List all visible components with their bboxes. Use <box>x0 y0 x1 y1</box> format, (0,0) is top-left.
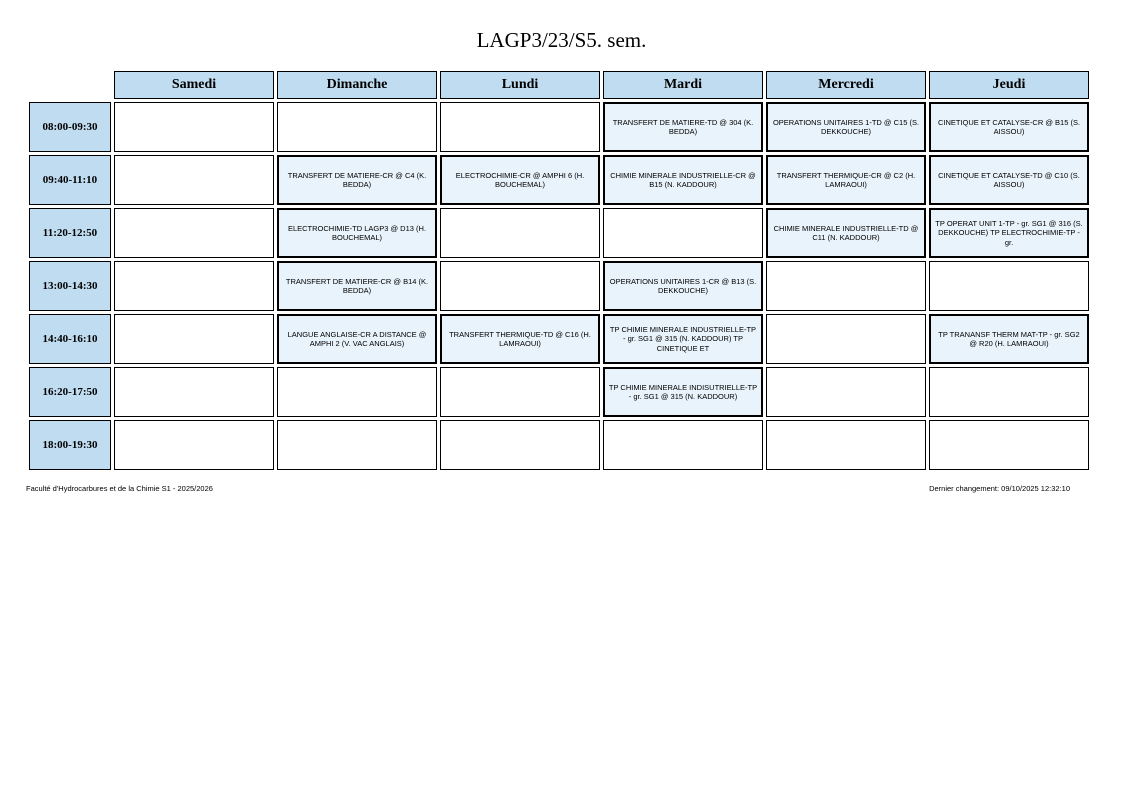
table-header-row <box>29 71 1089 99</box>
slot-cell <box>277 261 437 311</box>
event-block: ELECTROCHIMIE-TD LAGP3 @ D13 (H. BOUCHEMAL) <box>278 209 436 257</box>
slot-cell <box>766 261 926 311</box>
slot-cell <box>603 314 763 364</box>
page-title: LAGP3/23/S5. sem. <box>476 28 647 52</box>
time-label: 13:00-14:30 <box>29 261 111 311</box>
slot-cell <box>603 420 763 470</box>
slot-cell <box>277 420 437 470</box>
event-block <box>115 209 273 257</box>
time-label: 09:40-11:10 <box>29 155 111 205</box>
slot-cell <box>440 102 600 152</box>
day-header-jeudi: Jeudi <box>929 71 1089 99</box>
event-block <box>441 368 599 416</box>
time-label: 18:00-19:30 <box>29 420 111 470</box>
event-block: TRANSFERT THERMIQUE-CR @ C2 (H. LAMRAOUI) <box>767 156 925 204</box>
slot-cell <box>277 155 437 205</box>
slot-cell <box>929 261 1089 311</box>
slot-cell <box>766 155 926 205</box>
event-block: TRANSFERT THERMIQUE-TD @ C16 (H. LAMRAOUI) <box>441 315 599 363</box>
slot-cell <box>766 102 926 152</box>
slot-cell <box>277 208 437 258</box>
slot-cell <box>114 420 274 470</box>
slot-cell <box>114 367 274 417</box>
event-block <box>930 421 1088 469</box>
event-block: CINETIQUE ET CATALYSE-CR @ B15 (S. AISSOU) <box>930 103 1088 151</box>
event-block: CHIMIE MINERALE INDUSTRIELLE-TD @ C11 (N. KADDOUR) <box>767 209 925 257</box>
event-block <box>115 368 273 416</box>
event-block <box>115 315 273 363</box>
timetable-grid <box>26 68 1092 473</box>
time-label: 16:20-17:50 <box>29 367 111 417</box>
day-header-mardi: Mardi <box>603 71 763 99</box>
time-label: 11:20-12:50 <box>29 208 111 258</box>
table-row <box>29 420 1089 470</box>
slot-cell <box>766 314 926 364</box>
table-row <box>29 367 1089 417</box>
slot-cell <box>929 367 1089 417</box>
slot-cell <box>929 314 1089 364</box>
slot-cell <box>603 261 763 311</box>
slot-cell <box>929 420 1089 470</box>
slot-cell <box>440 314 600 364</box>
slot-cell <box>440 155 600 205</box>
event-block: LANGUE ANGLAISE-CR A DISTANCE @ AMPHI 2 (V. VAC ANGLAIS) <box>278 315 436 363</box>
event-block <box>441 421 599 469</box>
corner-cell <box>29 71 111 99</box>
event-block <box>115 103 273 151</box>
event-block <box>930 368 1088 416</box>
event-block: TRANSFERT DE MATIERE-TD @ 304 (K. BEDDA) <box>604 103 762 151</box>
slot-cell <box>603 102 763 152</box>
event-block <box>115 262 273 310</box>
slot-cell <box>603 155 763 205</box>
event-block <box>115 156 273 204</box>
event-block: CHIMIE MINERALE INDUSTRIELLE-CR @ B15 (N. KADDOUR) <box>604 156 762 204</box>
slot-cell <box>114 261 274 311</box>
table-row <box>29 155 1089 205</box>
event-block <box>604 209 762 257</box>
slot-cell <box>114 208 274 258</box>
slot-cell <box>440 261 600 311</box>
event-block: TP OPERAT UNIT 1-TP - gr. SG1 @ 316 (S. DEKKOUCHE) TP ELECTROCHIMIE-TP - gr. <box>930 209 1088 257</box>
event-block: CINETIQUE ET CATALYSE-TD @ C10 (S. AISSOU) <box>930 156 1088 204</box>
day-header-lundi: Lundi <box>440 71 600 99</box>
event-block <box>930 262 1088 310</box>
slot-cell <box>440 208 600 258</box>
slot-cell <box>929 102 1089 152</box>
slot-cell <box>929 208 1089 258</box>
event-block <box>278 368 436 416</box>
event-block <box>278 421 436 469</box>
day-header-mercredi: Mercredi <box>766 71 926 99</box>
event-block <box>767 421 925 469</box>
slot-cell <box>766 420 926 470</box>
time-label: 08:00-09:30 <box>29 102 111 152</box>
event-block <box>767 368 925 416</box>
footer-last-change-text: Dernier changement: 09/10/2025 12:32:10 <box>929 484 1070 493</box>
table-row <box>29 261 1089 311</box>
event-block <box>767 315 925 363</box>
footer-faculty-text: Faculté d'Hydrocarbures et de la Chimie S1 - 2025/2026 <box>26 484 213 493</box>
slot-cell <box>277 367 437 417</box>
slot-cell <box>114 314 274 364</box>
time-label: 14:40-16:10 <box>29 314 111 364</box>
event-block <box>604 421 762 469</box>
event-block <box>115 421 273 469</box>
event-block <box>441 262 599 310</box>
event-block <box>441 209 599 257</box>
event-block <box>767 262 925 310</box>
event-block: TP TRANANSF THERM MAT-TP - gr. SG2 @ R20 (H. LAMRAOUI) <box>930 315 1088 363</box>
table-row <box>29 102 1089 152</box>
event-block <box>441 103 599 151</box>
day-header-samedi: Samedi <box>114 71 274 99</box>
event-block: OPERATIONS UNITAIRES 1-CR @ B13 (S. DEKKOUCHE) <box>604 262 762 310</box>
slot-cell <box>277 102 437 152</box>
slot-cell <box>440 420 600 470</box>
table-row <box>29 314 1089 364</box>
event-block: OPERATIONS UNITAIRES 1-TD @ C15 (S. DEKKOUCHE) <box>767 103 925 151</box>
event-block: TRANSFERT DE MATIERE-CR @ C4 (K. BEDDA) <box>278 156 436 204</box>
event-block <box>278 103 436 151</box>
slot-cell <box>766 367 926 417</box>
day-header-dimanche: Dimanche <box>277 71 437 99</box>
event-block: TP CHIMIE MINERALE INDUSTRIELLE-TP - gr. SG1 @ 315 (N. KADDOUR) TP CINETIQUE ET <box>604 315 762 363</box>
slot-cell <box>929 155 1089 205</box>
slot-cell <box>114 155 274 205</box>
slot-cell <box>603 367 763 417</box>
event-block: ELECTROCHIMIE-CR @ AMPHI 6 (H. BOUCHEMAL) <box>441 156 599 204</box>
slot-cell <box>440 367 600 417</box>
event-block: TP CHIMIE MINERALE INDISUTRIELLE-TP - gr. SG1 @ 315 (N. KADDOUR) <box>604 368 762 416</box>
slot-cell <box>603 208 763 258</box>
slot-cell <box>277 314 437 364</box>
slot-cell <box>766 208 926 258</box>
slot-cell <box>114 102 274 152</box>
table-row <box>29 208 1089 258</box>
event-block: TRANSFERT DE MATIERE-CR @ B14 (K. BEDDA) <box>278 262 436 310</box>
